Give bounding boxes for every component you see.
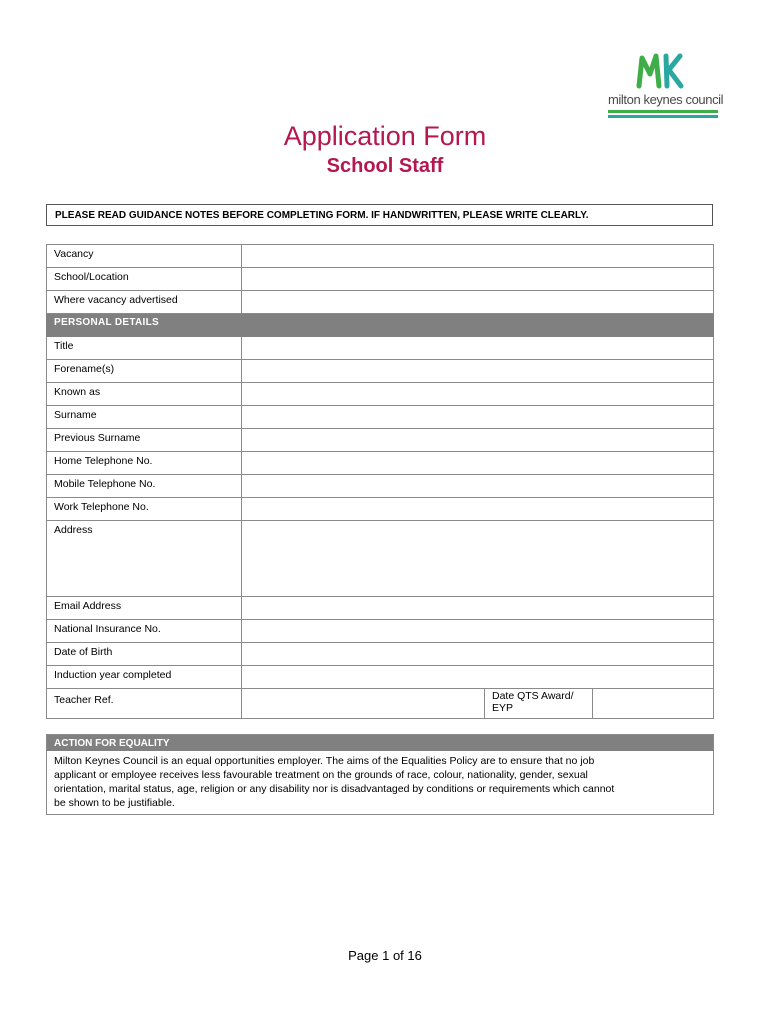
form-row-title — [47, 337, 714, 360]
mobile-telephone-field[interactable] — [242, 475, 714, 498]
mk-logo-icon — [636, 52, 688, 92]
form-row-school — [47, 268, 714, 291]
personal-details-heading: PERSONAL DETAILS — [47, 314, 714, 337]
date-of-birth-label: Date of Birth — [47, 643, 242, 666]
home-telephone-field[interactable] — [242, 452, 714, 475]
surname-label: Surname — [47, 406, 242, 429]
school-location-field[interactable] — [242, 268, 714, 291]
form-row-advertised — [47, 291, 714, 314]
email-label: Email Address — [47, 597, 242, 620]
form-row-vacancy — [47, 245, 714, 268]
equality-heading: ACTION FOR EQUALITY — [47, 735, 713, 751]
email-field[interactable] — [242, 597, 714, 620]
page-subtitle: School Staff — [326, 155, 444, 177]
form-row-teacher-ref — [47, 689, 714, 719]
application-form-table — [46, 244, 714, 689]
surname-field[interactable] — [242, 406, 714, 429]
qts-award-label — [485, 689, 593, 719]
teacher-ref-table — [46, 688, 714, 719]
vacancy-advertised-label: Where vacancy advertised — [47, 291, 242, 314]
qts-award-field[interactable] — [593, 689, 714, 719]
page-title: Application Form — [283, 121, 487, 151]
vacancy-advertised-field[interactable] — [242, 291, 714, 314]
previous-surname-field[interactable] — [242, 429, 714, 452]
teacher-ref-label: Teacher Ref. — [47, 689, 242, 719]
form-row-email — [47, 597, 714, 620]
known-as-field[interactable] — [242, 383, 714, 406]
page-number: Page 1 of 16 — [348, 948, 422, 963]
date-of-birth-field[interactable] — [242, 643, 714, 666]
address-label: Address — [47, 521, 242, 597]
work-telephone-label: Work Telephone No. — [47, 498, 242, 521]
equality-text-line: be shown to be justifiable. — [54, 797, 175, 809]
form-row-home-tel — [47, 452, 714, 475]
forenames-label: Forename(s) — [47, 360, 242, 383]
work-telephone-field[interactable] — [242, 498, 714, 521]
known-as-label: Known as — [47, 383, 242, 406]
induction-year-label: Induction year completed — [47, 666, 242, 689]
home-telephone-label: Home Telephone No. — [47, 452, 242, 475]
mobile-telephone-label: Mobile Telephone No. — [47, 475, 242, 498]
logo-bar-green — [608, 110, 718, 113]
induction-year-field[interactable] — [242, 666, 714, 689]
equality-text — [47, 751, 713, 814]
title-label: Title — [47, 337, 242, 360]
previous-surname-label: Previous Surname — [47, 429, 242, 452]
form-row-ni — [47, 620, 714, 643]
guidance-notice: PLEASE READ GUIDANCE NOTES BEFORE COMPLETING FORM. IF HANDWRITTEN, PLEASE WRITE CLEARLY. — [46, 204, 713, 226]
national-insurance-label: National Insurance No. — [47, 620, 242, 643]
form-row-induction — [47, 666, 714, 689]
equality-text-line: Milton Keynes Council is an equal opportunities employer. The aims of the Equalities Policy are to ensure that no job — [54, 755, 595, 767]
equality-text-line: orientation, marital status, age, religion or any disability nor is disadvantaged by conditions or requirements which cannot — [54, 783, 615, 795]
form-row-address — [47, 521, 714, 597]
council-logo — [606, 52, 724, 124]
form-row-mobile-tel — [47, 475, 714, 498]
equality-text-line: applicant or employee receives less favourable treatment on the grounds of race, colour, nationality, gender, sexual — [54, 769, 588, 781]
title-field[interactable] — [242, 337, 714, 360]
vacancy-label: Vacancy — [47, 245, 242, 268]
form-row-work-tel — [47, 498, 714, 521]
form-row-forenames — [47, 360, 714, 383]
equality-section — [46, 734, 714, 815]
teacher-ref-field[interactable] — [242, 689, 485, 719]
school-location-label: School/Location — [47, 268, 242, 291]
logo-text: milton keynes council — [608, 92, 724, 107]
address-field[interactable] — [242, 521, 714, 597]
qts-award-label-line2: EYP — [492, 702, 514, 714]
national-insurance-field[interactable] — [242, 620, 714, 643]
personal-details-header — [47, 314, 714, 337]
form-row-surname — [47, 406, 714, 429]
vacancy-field[interactable] — [242, 245, 714, 268]
form-row-previous-surname — [47, 429, 714, 452]
logo-bar-teal — [608, 115, 718, 118]
form-row-known-as — [47, 383, 714, 406]
form-row-dob — [47, 643, 714, 666]
forenames-field[interactable] — [242, 360, 714, 383]
qts-award-label-line1: Date QTS Award/ — [492, 690, 574, 702]
